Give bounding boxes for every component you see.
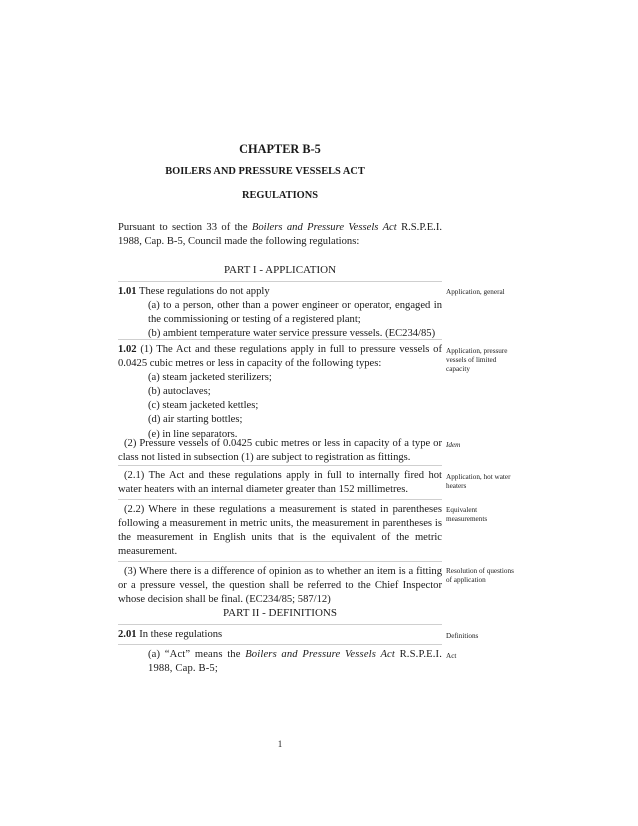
preamble-tail: R.S.P.E.I. 1988, Cap. B-5, Council made the following regulations: bbox=[118, 222, 442, 248]
definition-act-name: Boilers and Pressure Vessels Act bbox=[245, 649, 396, 660]
subsection-2-1 bbox=[118, 469, 442, 497]
subsection-2-2 bbox=[118, 503, 442, 559]
section-number: 2.01 bbox=[118, 629, 137, 640]
subsection-text: (2.1) The Act and these regulations apply in full to internally fired hot water heaters with an internal diameter greater than 152 millimetres. bbox=[118, 470, 442, 496]
margin-note: Application, hot water heaters bbox=[446, 473, 511, 491]
clause-b: (b) ambient temperature water service pressure vessels. (EC234/85) bbox=[148, 328, 436, 340]
subsection-2 bbox=[118, 437, 442, 465]
margin-note: Equivalent measurements bbox=[446, 506, 488, 524]
margin-note: Definitions bbox=[446, 632, 479, 640]
subsection-3 bbox=[118, 565, 442, 607]
page-number: 1 bbox=[277, 739, 283, 749]
section-number: 1.02 bbox=[118, 344, 137, 355]
preamble-lead: Pursuant to section 33 of the bbox=[118, 222, 252, 233]
clause-a: (a) to a person, other than a power engineer or operator, engaged in the commissioning or testing of a registered plant; bbox=[148, 300, 442, 326]
list-item: (e) in line separators. bbox=[148, 428, 238, 440]
margin-note: Idem bbox=[446, 441, 461, 449]
section-lead: (1) The Act and these regulations apply in full to pressure vessels of 0.0425 cubic metres or less in capacity of the following types: bbox=[118, 344, 442, 370]
list-item: (c) steam jacketed kettles; bbox=[148, 400, 259, 412]
divider bbox=[118, 644, 442, 645]
chapter-heading: CHAPTER B-5 bbox=[239, 142, 321, 156]
definition-tail: R.S.P.E.I. 1988, Cap. B-5; bbox=[148, 649, 443, 675]
subsection-text: (2.2) Where in these regulations a measurement is stated in parentheses following a measurement in metric units, the measurement in parentheses is the measurement in English units that is the equivalent of the metric measurement. bbox=[118, 504, 442, 558]
section-1-01 bbox=[118, 285, 442, 341]
preamble-act-name: Boilers and Pressure Vessels Act bbox=[251, 222, 397, 233]
section-2-01 bbox=[118, 628, 442, 642]
regulations-heading: REGULATIONS bbox=[241, 190, 319, 201]
divider bbox=[118, 465, 442, 466]
divider bbox=[118, 339, 442, 340]
subsection-text: (2) Pressure vessels of 0.0425 cubic metres or less in capacity of a type or class not listed in subsection (1) are subject to registration as fittings. bbox=[118, 438, 442, 464]
definition-lead: (a) “Act” means the bbox=[148, 649, 246, 660]
divider bbox=[118, 499, 442, 500]
part-one-title: PART I - APPLICATION bbox=[223, 264, 337, 276]
section-lead: These regulations do not apply bbox=[136, 286, 270, 297]
section-lead: In these regulations bbox=[136, 629, 223, 640]
definition-act bbox=[118, 648, 442, 676]
divider bbox=[118, 281, 442, 282]
list-item: (d) air starting bottles; bbox=[148, 414, 243, 426]
list-item: (a) steam jacketed sterilizers; bbox=[148, 372, 272, 384]
divider bbox=[118, 624, 442, 625]
margin-note: Resolution of questions of application bbox=[446, 567, 514, 585]
list-item: (b) autoclaves; bbox=[148, 386, 211, 398]
margin-note: Act bbox=[446, 652, 457, 660]
part-two-title: PART II - DEFINITIONS bbox=[223, 607, 337, 619]
section-number: 1.01 bbox=[118, 286, 137, 297]
subsection-text: (3) Where there is a difference of opinion as to whether an item is a fitting or a pressure vessel, the question shall be referred to the Chief Inspector whose decision shall be final. (EC234/85; 587/12) bbox=[118, 566, 442, 606]
section-1-02 bbox=[118, 343, 442, 442]
preamble bbox=[118, 221, 442, 249]
divider bbox=[118, 561, 442, 562]
act-heading: BOILERS AND PRESSURE VESSELS ACT bbox=[165, 166, 365, 177]
margin-note: Application, general bbox=[446, 288, 505, 296]
margin-note: Application, pressure vessels of limited capacity bbox=[446, 347, 508, 374]
